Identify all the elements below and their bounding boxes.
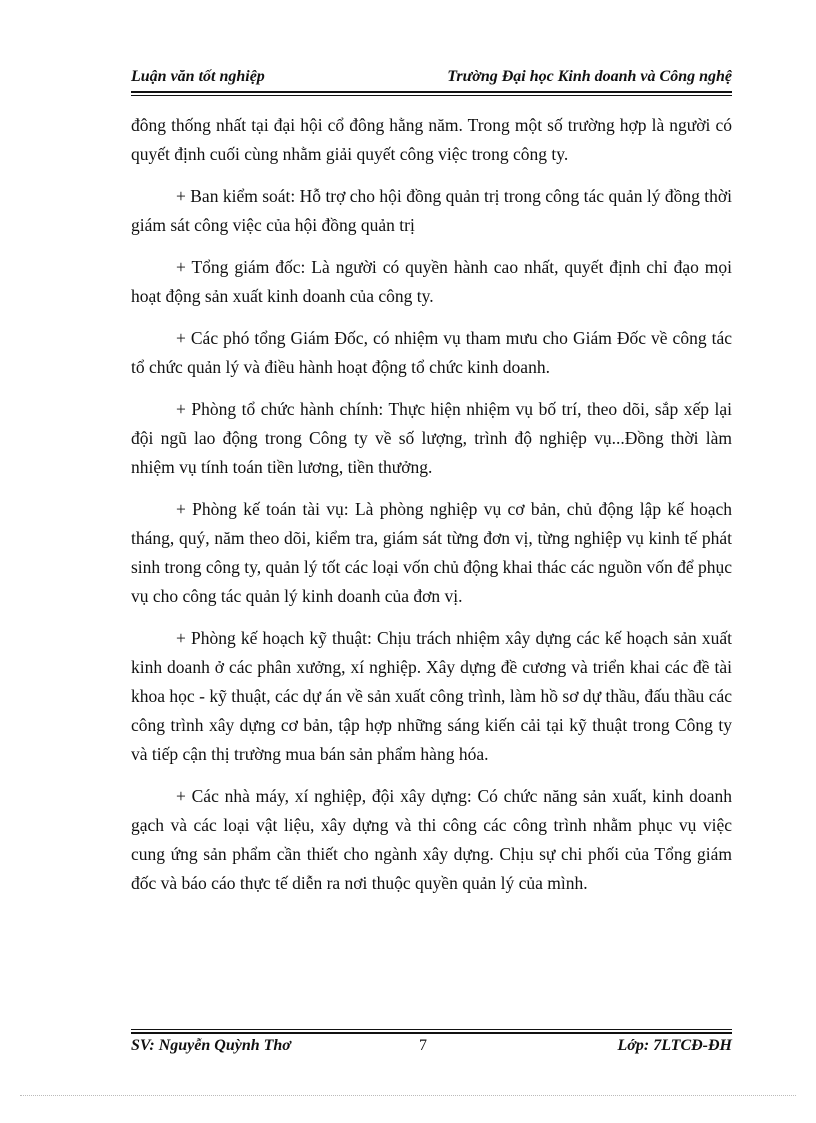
paragraph-ban-kiem-soat: + Ban kiểm soát: Hỗ trợ cho hội đồng quản trị trong công tác quản lý đồng thời giám sát công việc của hội đồng quản trị [131,186,732,235]
document-body [131,111,732,911]
footer-rule-thin [131,1029,732,1030]
paragraph-phong-ke-toan: + Phòng kế toán tài vụ: Là phòng nghiệp vụ cơ bản, chủ động lập kế hoạch tháng, quý, năm theo dõi, kiểm tra, giám sát từng đơn vị, từng nghiệp vụ kinh tế phát sinh trong công ty, quản lý tốt các loại vốn chủ động khai thác các nguồn vốn để phục vụ cho công tác quản lý kinh doanh của đơn vị. [131,499,733,606]
page-number: 7 [419,1037,427,1054]
footer-rule [131,1032,732,1034]
page-header [131,68,732,90]
paragraph-phong-to-chuc: + Phòng tổ chức hành chính: Thực hiện nhiệm vụ bố trí, theo dõi, sắp xếp lại đội ngũ lao động trong Công ty về số lượng, trình độ nghiệp vụ...Đồng thời làm nhiệm vụ tính toán tiền lương, tiền thưởng. [131,399,732,477]
header-rule-thin [131,95,732,96]
paragraph-tong-giam-doc: + Tổng giám đốc: Là người có quyền hành cao nhất, quyết định chỉ đạo mọi hoạt động sản xuất kinh doanh của công ty. [131,257,732,306]
footer-student: SV: Nguyễn Quỳnh Thơ [131,1037,291,1054]
paragraph-nha-may: + Các nhà máy, xí nghiệp, đội xây dựng: Có chức năng sản xuất, kinh doanh gạch và các loại vật liệu, xây dựng và thi công các công trình nhằm phục vụ việc cung ứng sản phẩm cần thiết cho ngành xây dựng. Chịu sự chi phối của Tổng giám đốc và báo cáo thực tế diễn ra nơi thuộc quyền quản lý của mình. [131,786,732,893]
paragraph-phong-ke-hoach: + Phòng kế hoạch kỹ thuật: Chịu trách nhiệm xây dựng các kế hoạch sản xuất kinh doanh ở các phân xưởng, xí nghiệp. Xây dựng đề cương và triển khai các đề tài khoa học - kỹ thuật, các dự án về sản xuất công trình, làm hồ sơ dự thầu, đấu thầu các công trình xây dựng cơ bản, tập hợp những sáng kiến cải tại kỹ thuật trong Công ty và tiếp cận thị trường mua bán sản phẩm hàng hóa. [131,628,732,764]
page-bottom-dotted-line [20,1095,796,1096]
header-university: Trường Đại học Kinh doanh và Công nghệ [447,68,732,85]
footer-class: Lớp: 7LTCĐ-ĐH [617,1037,732,1054]
paragraph-pho-tong-giam-doc: + Các phó tổng Giám Đốc, có nhiệm vụ tham mưu cho Giám Đốc về công tác tổ chức quản lý và điều hành hoạt động tổ chức kinh doanh. [131,328,732,377]
header-thesis-label: Luận văn tốt nghiệp [131,68,265,85]
paragraph-continuation: đông thống nhất tại đại hội cổ đông hằng năm. Trong một số trường hợp là người có quyết định cuối cùng nhằm giải quyết công việc trong công ty. [131,115,732,164]
page-footer [131,1037,732,1059]
header-rule [131,91,732,93]
